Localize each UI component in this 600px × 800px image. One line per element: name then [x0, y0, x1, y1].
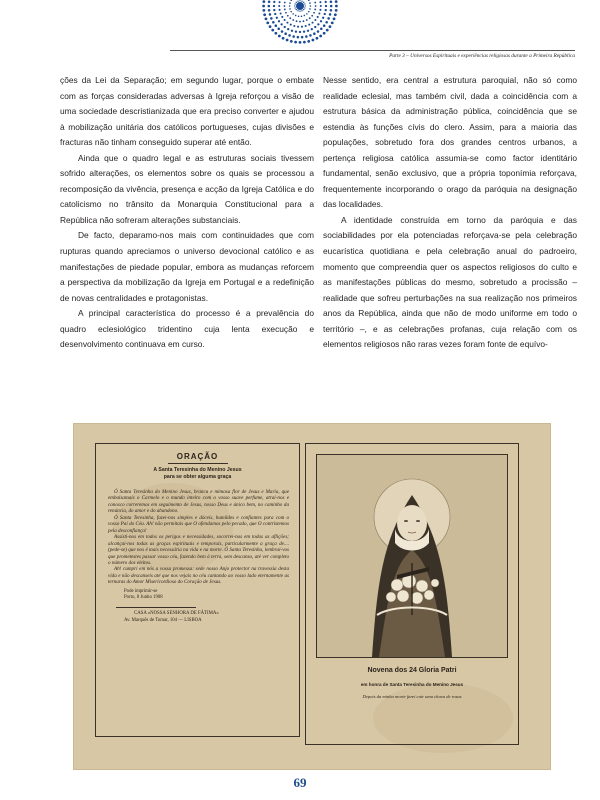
paragraph: De facto, deparamo-nos mais com continuidades que com rupturas quando apreciamos o universo devocional católico e as manifestações de piedade popular, embora as mudanças reforcem a perspectiva da mobilização da Igreja em Portugal e a redefinição de novas centralidades e protagonistas.: [60, 230, 314, 303]
header-ornament: [257, 0, 343, 44]
paragraph: Ainda que o quadro legal e as estruturas sociais tivessem sofrido alterações, os elementos sobre os quais se processou a recomposição da vivência, presença e acção da Igreja Católica e do catolicismo no trânsito da Monarquia Constitucional para a República não sofreram alterações substanciais.: [60, 152, 314, 225]
imprimatur: [124, 589, 299, 602]
prayer-panel: [95, 443, 300, 737]
prayer-body: [108, 489, 289, 586]
footer-rule: [116, 607, 196, 608]
novena-title: Novena dos 24 Gloria Patri: [367, 667, 457, 674]
prayer-card-photo: [73, 423, 551, 770]
novena-subtitle: em honra de Santa Teresinha do Menino Jesus: [360, 682, 464, 687]
prayer-paragraph: Ah! cumpri em nós a vossa promessa: sede nosso Anjo protector na travessia desta vida e não descanseis até que nos vejais no céu cantando ao vosso lado eternamente as ternuras do Amor Misericordioso do Coração de Jesus.: [108, 566, 289, 586]
left-text-column: [60, 73, 314, 353]
prayer-title: ORAÇÃO: [176, 452, 219, 461]
saint-portrait-illustration: [317, 455, 507, 657]
paragraph: A identidade construída em torno da paróquia e das sociabilidades por ela potenciadas reforçava-se pela celebração eucarística quotidiana e pela celebração anual do padroeiro, momento que compreendia quer os aspectos religiosos do culto e as manifestações públicas do mesmo, sobretudo a procissão – realidade que sofreu perturbações na sua realização nos primeiros anos da República, ainda que não de modo uniforme em todo o território –, e as celebrações profanas, cuja relação com os elementos religiosos não raras vezes foram fonte de equívo-: [323, 214, 577, 350]
paragraph: Nesse sentido, era central a estrutura paroquial, não só como realidade eclesial, mas também civil, dada a coincidência com a estrutura básica da administração pública, coincidência que se estendia às funções cívis do clero. Assim, para a maioria das populações, sobretudo fora dos grandes centros urbanos, a pertença religiosa católica assumia-se como factor identitário fundamental, senão exclusivo, que a própria toponímia reforçava, frequentemente incorporando o orago da paróquia na designação das localidades.: [323, 75, 577, 210]
prayer-paragraph: Assisti-nos em todos os perigos e necessidades, socorrei-nos em todas as aflições; alcançai-nos todas as graças espirituais e temporais, particularmente a graça de.... (pede-se) que nos é mais necessária na vida e na morte. Ó Santa Teresinha, lembrai-vos que prometestes passar vosso céu, fazendo bem à terra, sem descanso, até ver completo o número dos eleitos.: [108, 534, 289, 566]
novena-caption: Depois da minha morte farei cair uma chuva de rosas: [362, 694, 462, 699]
page-number: 69: [293, 775, 307, 790]
imprimatur-date: Porto, 8 Junho 1908: [124, 595, 163, 601]
prayer-subtitle: [96, 467, 299, 481]
prayer-paragraph: Ó Santa Teresinha do Menino Jesus, branca e mimosa flor de Jesus e Maria, que embalsamais o Carmelo e o mundo inteiro com o vosso suave perfume, atraí-nos e conosco correremos em seguimento de Jesus, nosso Deus e único bem, no caminho da renúncia, do amor e do abandono.: [108, 489, 289, 515]
publisher-address: Av. Marquês de Tomar, 104 — LISBOA: [124, 617, 202, 623]
dotted-circle-ornament-icon: [257, 0, 343, 44]
prayer-subtitle-line: para se obter alguma graça: [163, 474, 232, 480]
prayer-subtitle-line: A Santa Teresinha do Menino Jesus: [153, 467, 242, 473]
publisher-name: CASA «NOSSA SENHORA DE FÁTIMA»: [134, 611, 219, 617]
saint-portrait: [316, 454, 508, 658]
publisher-block: [124, 611, 299, 624]
running-head: Parte 3 – Universos Espirituais e experiências religiosas durante a Primeira República: [170, 50, 575, 59]
prayer-paragraph: Ó Santa Teresinha, fazei-nos simples e dóceis, humildes e confiantes para com o vosso Pai do Céu. Ah! não permitais que O ofendamos pelo pecado, que O contristemos pela desconfiança!: [108, 514, 289, 534]
paragraph: A principal característica do processo é a prevalência do quadro eclesiológico tridentino cuja lenta execução e desenvolvimento continuava em curso.: [60, 308, 314, 350]
right-text-column: [323, 73, 577, 353]
paragraph: ções da Lei da Separação; em segundo lugar, porque o embate com as forças consideradas adversas à Igreja reforçou a visão de uma sociedade descristianizada que era preciso converter e ajudou à mobilização unitária dos católicos portugueses, cujas divisões e fracturas não tinham conseguido superar até então.: [60, 75, 314, 148]
image-panel: [305, 443, 519, 745]
imprimatur-line: Pode imprimir-se: [124, 588, 158, 594]
title-rule: [168, 463, 228, 464]
